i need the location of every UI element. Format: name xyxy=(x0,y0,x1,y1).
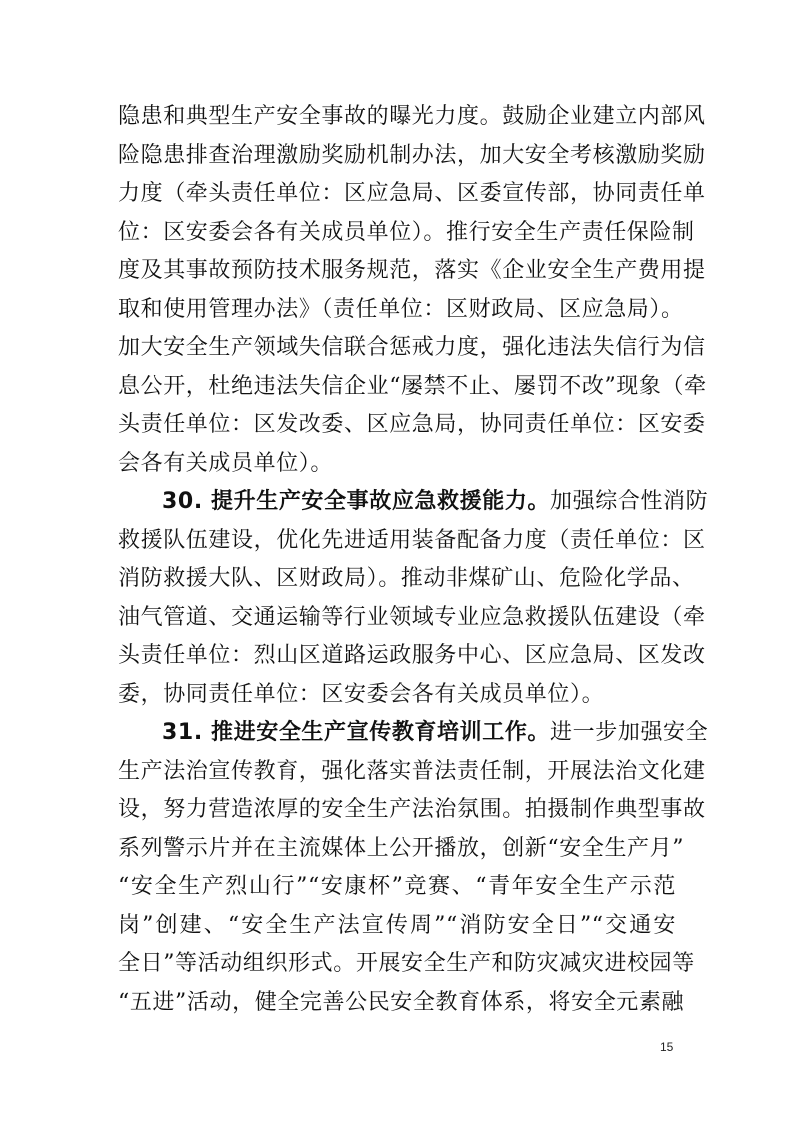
section-30-line: 委，协同责任单位：区安委会各有关成员单位）。 xyxy=(118,681,605,707)
section-31-line: 全日”等活动组织形式。开展安全生产和防灾减灾进校园等 xyxy=(118,951,695,976)
section-30-first-line-text: 加强综合性消防 xyxy=(550,489,709,514)
paragraph-line: 会各有关成员单位）。 xyxy=(118,450,334,476)
paragraph-line: 位：区安委会各有关成员单位）。推行安全生产责任保险制 xyxy=(118,219,695,245)
paragraph-line: 度及其事故预防技术服务规范，落实《企业安全生产费用提 xyxy=(118,258,706,283)
paragraph-line: 隐患和典型生产安全事故的曝光力度。鼓励企业建立内部风 xyxy=(118,104,706,129)
page-number: 15 xyxy=(660,1040,674,1054)
paragraph-line: 头责任单位：区发改委、区应急局，协同责任单位：区安委 xyxy=(118,412,706,437)
paragraph-line: 加大安全生产领域失信联合惩戒力度，强化违法失信行为信 xyxy=(118,335,706,360)
section-31-line: 岗”创建、“安全生产法宣传周”“消防安全日”“交通安 xyxy=(118,912,676,938)
section-30-line: 消防救援大队、区财政局）。推动非煤矿山、危险化学品、 xyxy=(118,566,695,591)
section-31-line: “五进”活动，健全完善公民安全教育体系，将安全元素融 xyxy=(118,989,685,1015)
section-31-line: 生产法治宣传教育，强化落实普法责任制，开展法治文化建 xyxy=(118,758,706,784)
section-31-line: “安全生产烈山行”“安康杯”竞赛、“青年安全生产示范 xyxy=(118,874,676,899)
section-31-line: 设，努力营造浓厚的安全生产法治氛围。拍摄制作典型事故 xyxy=(118,797,706,822)
section-31-line: 系列警示片并在主流媒体上公开播放，创新“安全生产月” xyxy=(118,835,685,861)
paragraph-line: 力度（牵头责任单位：区应急局、区委宣传部，协同责任单 xyxy=(118,181,706,206)
section-30-line: 油气管道、交通运输等行业领域专业应急救援队伍建设（牵 xyxy=(118,604,706,630)
section-30-first-line xyxy=(118,483,709,522)
section-30-line: 头责任单位：烈山区道路运政服务中心、区应急局、区发改 xyxy=(118,643,706,668)
section-31-first-line xyxy=(118,714,709,753)
body-text xyxy=(118,98,709,1022)
section-31-first-line-text: 进一步加强安全 xyxy=(550,720,709,745)
section-30-line: 救援队伍建设，优化先进适用装备配备力度（责任单位：区 xyxy=(118,527,706,553)
paragraph-line: 险隐患排查治理激励奖励机制办法，加大安全考核激励奖励 xyxy=(118,142,706,168)
paragraph-line: 取和使用管理办法》（责任单位：区财政局、区应急局）。 xyxy=(118,296,684,322)
section-31-heading: 31. 推进安全生产宣传教育培训工作。 xyxy=(162,720,551,745)
section-30-heading: 30. 提升生产安全事故应急救援能力。 xyxy=(162,489,551,514)
paragraph-line: 息公开，杜绝违法失信企业“屡禁不止、屡罚不改”现象（牵 xyxy=(118,373,707,399)
